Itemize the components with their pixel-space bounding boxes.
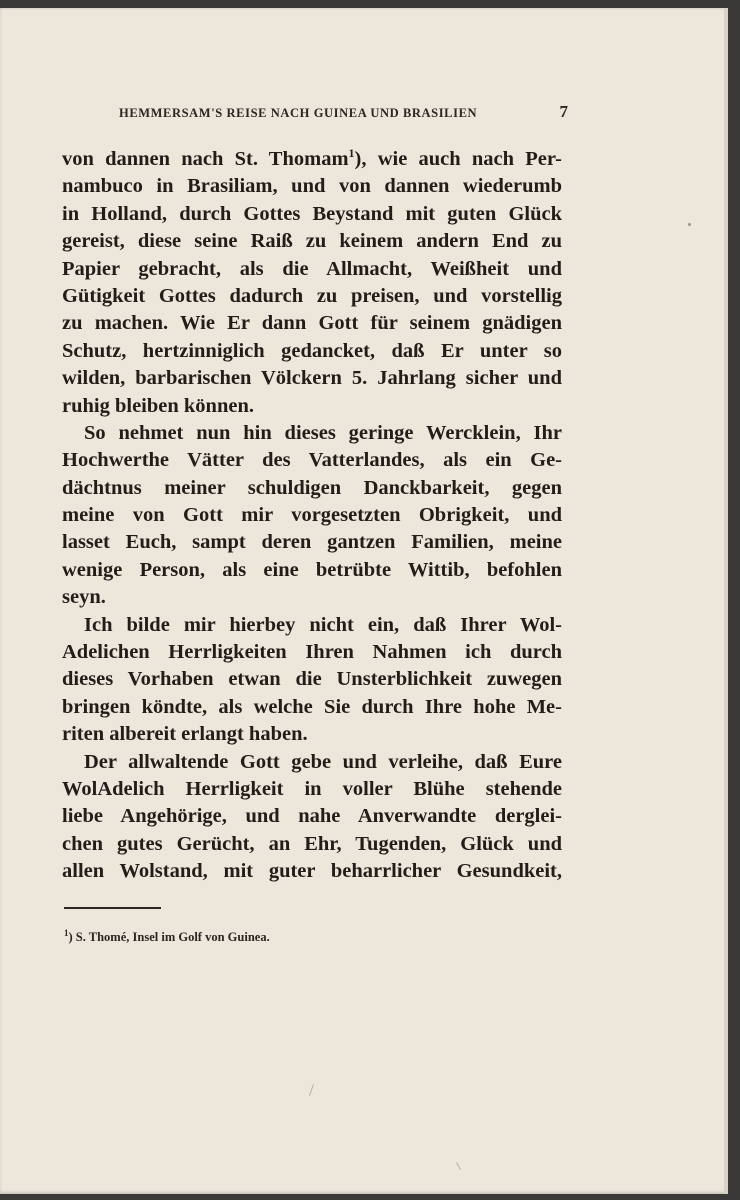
text-line: Gütigkeit Gottes dadurch zu preisen, und vorstellig	[62, 284, 562, 307]
text-line: chen gutes Gerücht, an Ehr, Tugenden, Glück und	[62, 832, 562, 855]
paragraph-2	[62, 420, 562, 612]
running-head	[64, 104, 568, 126]
paper-speck	[688, 223, 691, 226]
body-text	[62, 146, 562, 886]
footnote: $^1$) S. Thomé, Insel im Golf von Guinea.	[64, 928, 270, 945]
text-line: ruhig bleiben können.	[62, 394, 254, 417]
text-line: Hochwerthe Vätter des Vatterlandes, als ein Ge-	[62, 449, 562, 472]
text-line: Papier gebracht, als die Allmacht, Weißheit und	[62, 257, 562, 280]
footnote-rule	[64, 907, 161, 909]
text-line: wilden, barbarischen Völckern 5. Jahrlang sicher und	[62, 367, 562, 390]
text-line: dächtnus meiner schuldigen Danckbarkeit, gegen	[62, 476, 562, 499]
text-line: gereist, diese seine Raiß zu keinem andern End zu	[62, 230, 562, 253]
page-number: 7	[559, 102, 568, 121]
text-line: lasset Euch, sampt deren gantzen Familien, meine	[62, 531, 562, 554]
text-line: meine von Gott mir vorgesetzten Obrigkeit, und	[62, 504, 562, 527]
text-line: riten albereit erlangt haben.	[62, 723, 308, 746]
footnote-marker: 1	[64, 928, 69, 938]
footnote-text: S. Thomé, Insel im Golf von Guinea.	[75, 930, 270, 945]
text-line: Ich bilde mir hierbey nicht ein, daß Ihrer Wol-	[84, 613, 562, 636]
text-line: nambuco in Brasiliam, und von dannen wiederumb	[62, 175, 562, 198]
text-line: in Holland, durch Gottes Beystand mit guten Glück	[62, 202, 562, 225]
text-line: von dannen nach St. Thomam$^1$), wie auch nach Per-	[62, 146, 563, 170]
text-line: liebe Angehörige, und nahe Anverwandte derglei-	[62, 805, 562, 828]
footnote-marker: 1	[348, 146, 355, 161]
page-edge	[724, 8, 728, 1194]
text-line: Adelichen Herrligkeiten Ihren Nahmen ich durch	[62, 641, 562, 664]
text-line: zu machen. Wie Er dann Gott für seinem gnädigen	[62, 312, 562, 335]
text-line: wenige Person, als eine betrübte Wittib, befohlen	[62, 558, 562, 581]
paragraph-4	[62, 749, 562, 886]
text-line: bringen köndte, als welche Sie durch Ihre hohe Me-	[62, 695, 562, 718]
text-line: seyn.	[62, 586, 106, 609]
text-line: dieses Vorhaben etwan die Unsterblichkeit zuwegen	[62, 668, 562, 691]
text-line: Der allwaltende Gott gebe und verleihe, daß Eure	[84, 750, 562, 773]
text-line: Schutz, hertzinniglich gedancket, daß Er unter so	[62, 339, 562, 362]
running-title: HEMMERSAM'S REISE NACH GUINEA UND BRASILIEN	[119, 106, 478, 120]
text-line: allen Wolstand, mit guter beharrlicher Gesundkeit,	[62, 860, 562, 883]
paragraph-3	[62, 612, 562, 749]
text-line: WolAdelich Herrligkeit in voller Blühe stehende	[62, 777, 562, 800]
text-line: So nehmet nun hin dieses geringe Wercklein, Ihr	[84, 421, 562, 444]
paragraph-1	[62, 146, 562, 420]
